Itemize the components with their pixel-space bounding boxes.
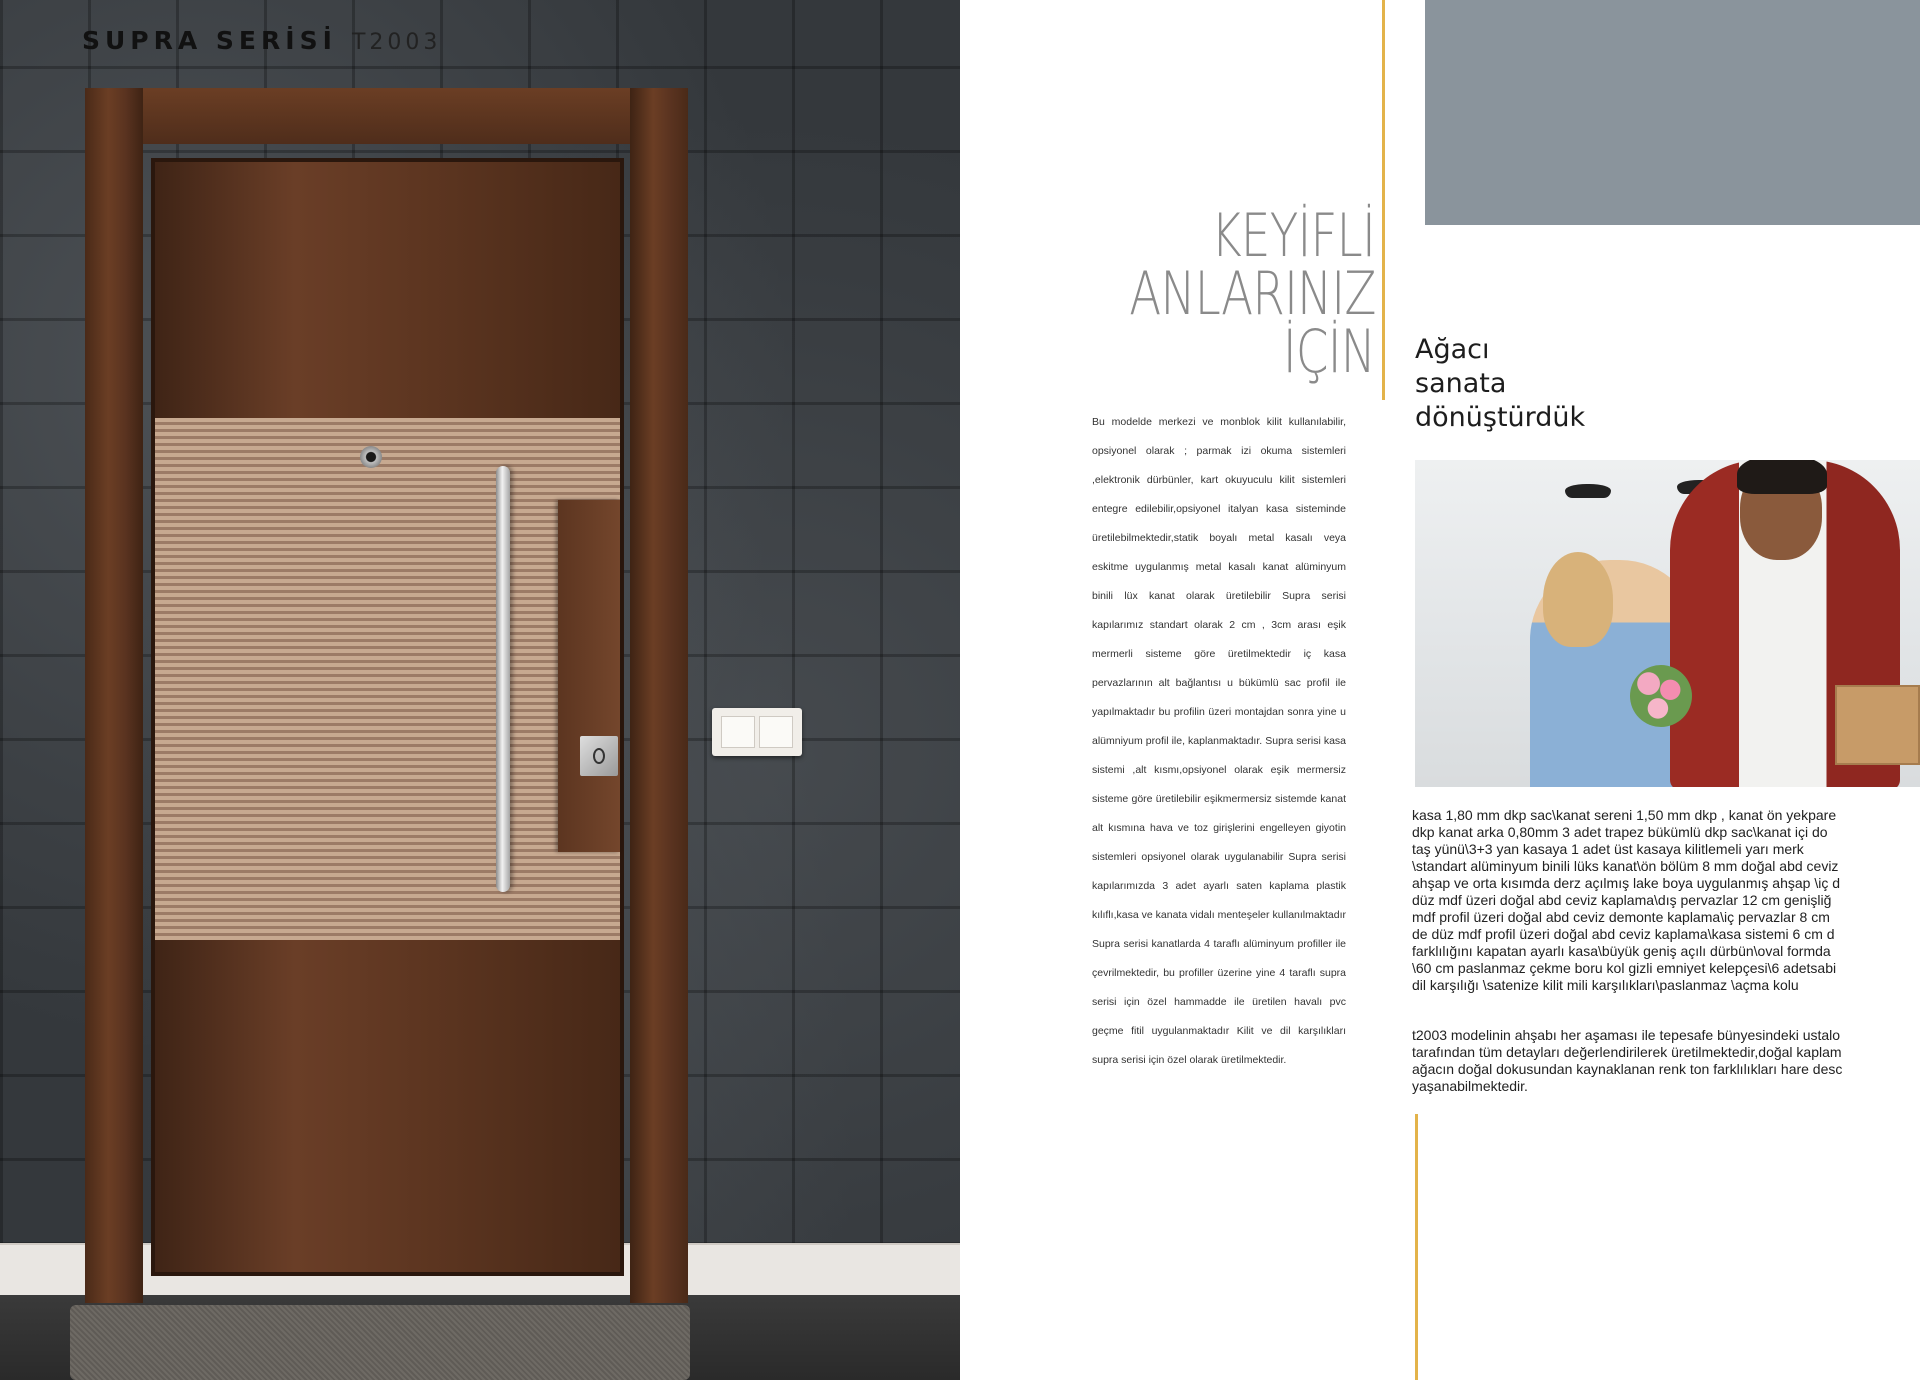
door-frame-right [630,88,688,1303]
ceiling-lamp [1565,484,1611,498]
door-frame-top [143,88,630,144]
headline-line-1: KEYİFLİ [1211,201,1375,271]
description-paragraph: t2003 modelinin ahşabı her aşaması ile tepesafe bünyesindeki ustalo tarafından tüm detayları değerlendirilerek üretilmektedir,doğal kaplam ağacın doğal dokusundan kaynaklanan renk ton farklılıkları hare desc yaşanabilmektedir. [1412,1027,1843,1094]
door-viewer [360,446,382,468]
series-code: T2003 [351,30,442,55]
series-header [82,26,441,55]
text-page [960,0,1920,1380]
light-switch [712,708,802,756]
gold-divider-top [1382,0,1385,400]
man-hair [1737,460,1827,494]
door-grooved-panel [155,418,620,940]
door-lock [580,736,618,776]
subheading-line-1: Ağacı [1415,334,1490,365]
gray-accent-block [1425,0,1920,225]
woman-hair [1543,552,1613,647]
keyhole-icon [593,748,605,764]
gold-divider-bottom [1415,1114,1418,1380]
headline-line-3: İÇİN [1282,317,1375,387]
doormat [70,1305,690,1380]
cardboard-box [1835,685,1920,765]
subheading-line-3: dönüştürdük [1415,402,1586,433]
headline-line-2: ANLARINIZ [1129,259,1376,329]
switch-button-right [759,716,793,748]
couple-photo [1415,460,1920,787]
series-name: SUPRA SERİSİ [82,26,337,55]
body-paragraph: Bu modelde merkezi ve monblok kilit kullanılabilir, opsiyonel olarak ; parmak izi okuma sistemleri ,elektronik dürbünler, kart okuyuculu kilit sistemleri entegre edilebilir,opsiyonel italyan kasa sisteminde üretilebilmektedir,statik boyalı metal kasalı veya eskitme uygulanmış metal kasalı kanat alüminyum binili lüx kanat olarak üretilebilir Supra serisi kapılarımız standart olarak 2 cm , 3cm arası eşik mermerli sisteme göre üretilmektedir iç kasa pervazlarının alt bağlantısı u bükümlü sac profil ile yapılmaktadır bu profilin üzeri montajdan sonra yine u alümniyum profil ile, kaplanmaktadır. Supra serisi kasa sistemi ,alt kısmı,opsiyonel olarak eşik mermersiz sisteme göre üretilebilir eşikmermersiz sistemde kanat alt kısmına hava ve toz girişlerini engelleyen giyotin sistemleri opsiyonel olarak uygulanabilir Supra serisi kapılarımızda 3 adet ayarlı saten kaplama plastik kılıflı,kasa ve kanata vidalı menteşeler kullanılmaktadır Supra serisi kanatlarda 4 taraflı alüminyum profiller ile çevrilmektedir, bu profiller üzerine yine 4 taraflı supra serisi için özel hammadde ile üretilen havalı pvc geçme fitil uygulanmaktadır Kilit ve dil karşılıkları supra serisi için özel olarak üretilmektedir. [1092,416,1346,1066]
door-pull-handle [496,466,510,892]
headline [1129,201,1376,387]
door-frame-left [85,88,143,1303]
subheading-line-2: sanata [1415,368,1507,399]
subheading [1415,333,1585,435]
door-side-panel [558,500,620,852]
flower-pot [1630,665,1692,727]
switch-button-left [721,716,755,748]
spec-paragraph: kasa 1,80 mm dkp sac\kanat sereni 1,50 mm dkp , kanat ön yekpare dkp kanat arka 0,80mm 3 adet trapez bükümlü dkp sac\kanat içi do taş yünü\3+3 yan kasaya 1 adet üst kasaya kilitlemeli yarı merk \standart alüminyum binili lüks kanat\ön bölüm 8 mm doğal abd ceviz ahşap ve orta kısımda derz açılmış lake boya uygulanmış ahşap \iç d düz mdf üzeri doğal abd ceviz kaplama\dış pervazlar 12 cm genişliğ mdf profil üzeri doğal abd ceviz demonte kaplama\iç pervazlar 8 cm de düz mdf profil üzeri doğal abd ceviz kaplama\kasa sistemi 6 cm d farklılığını kapatan ayarlı kasa\büyük geniş açılı dürbün\oval formda \60 cm paslanmaz çekme boru kol gizli emniyet kelepçesi\6 adetsabi dil karşılığı \satenize kilit mili karşılıkları\paslanmaz \açma kolu [1412,807,1840,993]
